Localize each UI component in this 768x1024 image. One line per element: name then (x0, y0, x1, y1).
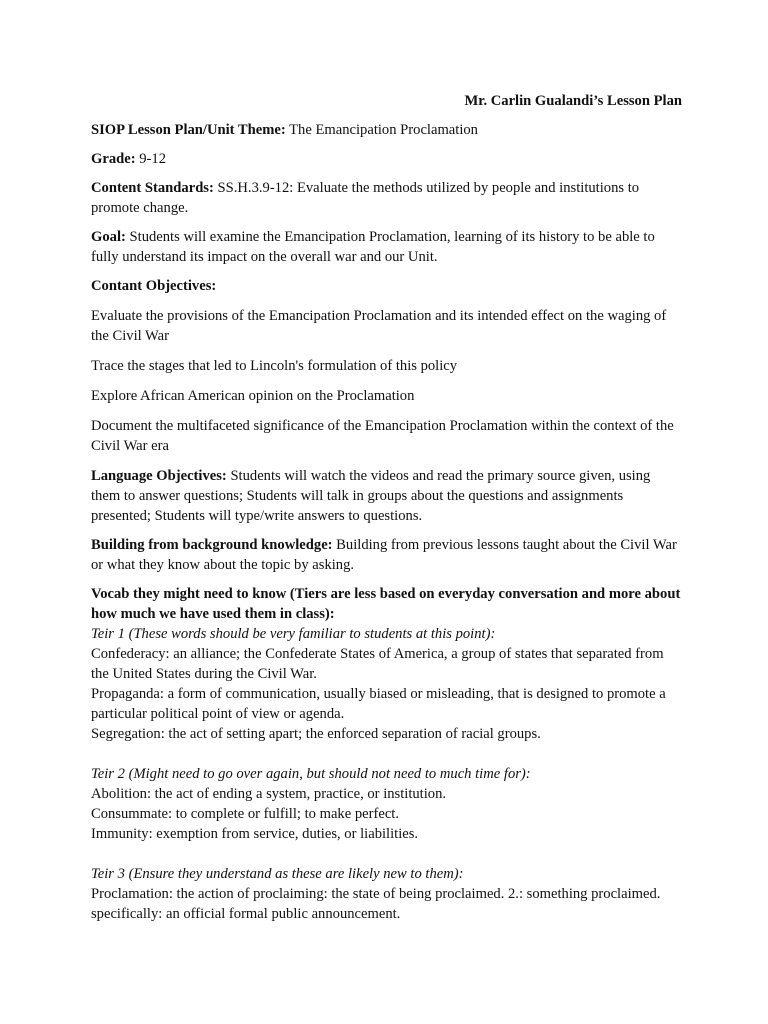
vocab-tier-1 (91, 624, 682, 744)
vocab-term: Abolition: the act of ending a system, practice, or institution. (91, 786, 447, 802)
vocab-tier-3 (91, 864, 682, 924)
vocab-term: Confederacy: an alliance; the Confederate States of America, a group of states that separated from the United States during the Civil War. (91, 646, 664, 682)
vocab-term: Segregation: the act of setting apart; the enforced separation of racial groups. (91, 726, 541, 742)
vocab-heading: Vocab they might need to know (Tiers are less based on everyday conversation and more about how much we have used them in class): (91, 586, 681, 622)
unit-theme (91, 120, 682, 140)
language-objectives-label: Language Objectives: (91, 468, 227, 484)
tier-title: Teir 1 (These words should be very familiar to students at this point): (91, 626, 496, 642)
grade (91, 149, 682, 169)
vocab-term: Immunity: exemption from service, duties, or liabilities. (91, 826, 419, 842)
tier-title: Teir 3 (Ensure they understand as these are likely new to them): (91, 866, 464, 882)
grade-value: 9-12 (135, 151, 166, 167)
content-objective: Explore African American opinion on the Proclamation (91, 388, 415, 404)
vocab-term: Proclamation: the action of proclaiming: the state of being proclaimed. 2.: something proclaimed. specifically: an official formal public announcement. (91, 886, 661, 922)
content-standards-value: SS.H.3.9-12: Evaluate the methods utilized by people and institutions to promote change. (91, 180, 640, 216)
content-objectives-heading: Contant Objectives: (91, 278, 217, 294)
background-knowledge-value: Building from previous lessons taught about the Civil War or what they know about the topic by asking. (91, 537, 677, 573)
goal-label: Goal: (91, 229, 126, 245)
content-standards-label: Content Standards: (91, 180, 214, 196)
content-standards (91, 178, 682, 218)
grade-label: Grade: (91, 151, 136, 167)
language-objectives (91, 466, 682, 526)
vocab-term: Propaganda: a form of communication, usually biased or misleading, that is designed to promote a particular political point of view or agenda. (91, 686, 666, 722)
language-objectives-value: Students will watch the videos and read the primary source given, using them to answer questions; Students will talk in groups about the questions and assignments presented; Students will type/write answers to questions. (91, 468, 651, 524)
content-objective: Trace the stages that led to Lincoln's formulation of this policy (91, 358, 458, 374)
tier-title: Teir 2 (Might need to go over again, but should not need to much time for): (91, 766, 531, 782)
vocab-tier-2 (91, 764, 682, 844)
vocab-term: Consummate: to complete or fulfill; to make perfect. (91, 806, 400, 822)
content-objective: Document the multifaceted significance of the Emancipation Proclamation within the context of the Civil War era (91, 418, 674, 454)
unit-theme-value: The Emancipation Proclamation (285, 122, 478, 138)
background-knowledge-label: Building from background knowledge: (91, 537, 333, 553)
unit-theme-label: SIOP Lesson Plan/Unit Theme: (91, 122, 286, 138)
document-header: Mr. Carlin Gualandi’s Lesson Plan (464, 93, 682, 109)
content-objective: Evaluate the provisions of the Emancipation Proclamation and its intended effect on the waging of the Civil War (91, 308, 667, 344)
background-knowledge (91, 535, 682, 575)
goal-value: Students will examine the Emancipation Proclamation, learning of its history to be able to fully understand its impact on the overall war and our Unit. (91, 229, 655, 265)
goal (91, 227, 682, 267)
